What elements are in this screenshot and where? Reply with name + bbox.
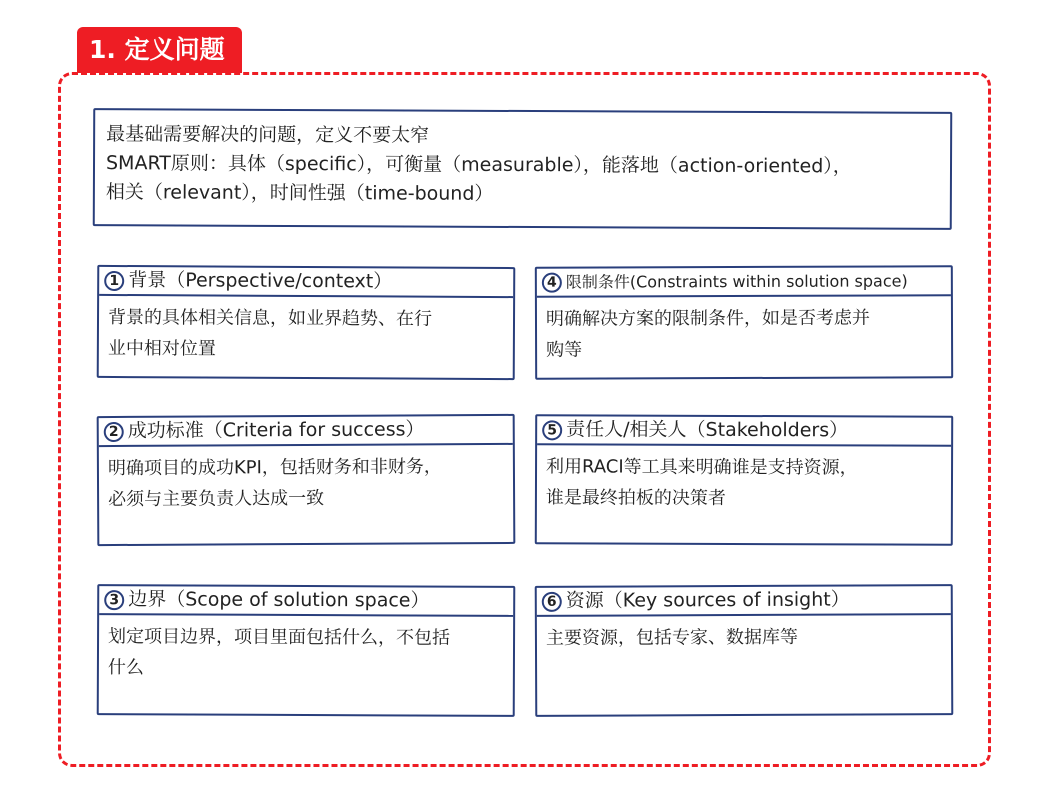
section-title: 1. 定义问题 <box>77 27 242 73</box>
card-text-line: 背景的具体相关信息，如业界趋势、在行 <box>107 306 433 330</box>
card-text-line: 购等 <box>546 339 583 361</box>
card-text-line: 业中相对位置 <box>107 337 216 360</box>
card-title: 边界（Scope of solution space） <box>128 588 430 612</box>
card-title: 背景（Perspective/context） <box>128 269 393 293</box>
card-text-line: 利用RACI等工具来明确谁是支持资源， <box>546 456 858 479</box>
card-scope <box>97 584 516 717</box>
intro-line: 相关（relevant），时间性强（time-bound） <box>105 181 494 205</box>
card-body <box>537 615 951 654</box>
number-badge: 5 <box>542 420 562 440</box>
card-text-line: 划定项目边界，项目里面包括什么，不包括 <box>108 626 451 649</box>
card-header <box>99 416 513 447</box>
number-badge: 1 <box>104 270 124 290</box>
card-title: 资源（Key sources of insight） <box>565 588 850 612</box>
card-body <box>99 445 513 515</box>
card-criteria <box>97 414 516 546</box>
card-body <box>537 445 951 514</box>
intro-line: 最基础需要解决的问题，定义不要太窄 <box>106 123 430 147</box>
card-title: 限制条件(Constraints within solution space) <box>565 271 908 292</box>
number-badge: 3 <box>104 590 124 610</box>
card-title: 责任人/相关人（Stakeholders） <box>566 418 849 442</box>
card-text-line: 明确解决方案的限制条件，如是否考虑并 <box>545 307 871 330</box>
card-header <box>99 586 513 617</box>
number-badge: 2 <box>104 421 124 441</box>
card-text-line: 什么 <box>107 657 144 679</box>
intro-box <box>93 108 953 230</box>
card-header <box>537 267 951 297</box>
card-text-line: 谁是最终拍板的决策者 <box>545 487 726 509</box>
card-text-line: 明确项目的成功KPI，包括财务和非财务， <box>107 456 442 480</box>
card-constraints <box>535 265 953 379</box>
card-body <box>537 296 951 365</box>
intro-line: SMART原则：具体（specific），可衡量（measurable），能落地（action-oriented）， <box>105 152 852 178</box>
card-header <box>99 267 513 298</box>
card-header <box>537 416 951 446</box>
card-title: 成功标准（Criteria for success） <box>127 418 425 442</box>
card-body <box>99 615 513 685</box>
card-text-line: 主要资源，包括专家、数据库等 <box>545 626 798 649</box>
card-stakeholders <box>535 414 953 545</box>
card-perspective <box>97 265 516 380</box>
card-body <box>99 296 513 366</box>
number-badge: 4 <box>542 272 562 292</box>
number-badge: 6 <box>542 591 562 611</box>
card-header <box>537 586 951 617</box>
card-sources <box>535 584 954 717</box>
card-text-line: 必须与主要负责人达成一致 <box>108 487 325 511</box>
